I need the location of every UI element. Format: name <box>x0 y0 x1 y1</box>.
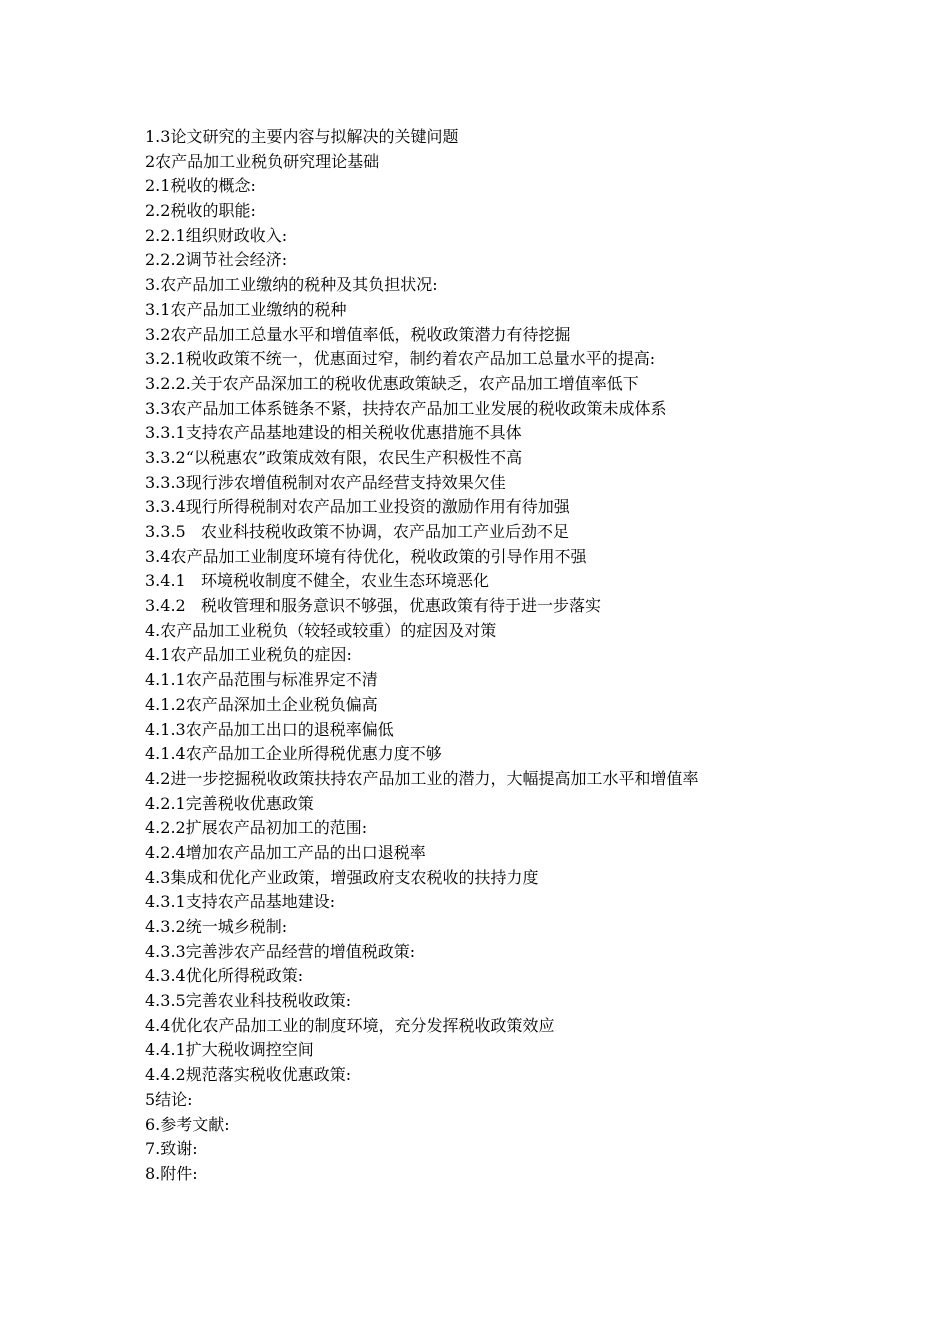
toc-line: 1.3论文研究的主要内容与拟解决的关键问题 <box>145 127 459 146</box>
toc-line: 4.4.2规范落实税收优惠政策: <box>145 1065 352 1085</box>
toc-line: 3.农产品加工业缴纳的税种及其负担状况: <box>145 275 438 295</box>
toc-line: 4.2.2扩展农产品初加工的范围: <box>145 818 368 838</box>
toc-line: 3.2农产品加工总量水平和增值率低，税收政策潜力有待挖掘 <box>145 324 571 344</box>
toc-line: 4.2进一步挖掘税收政策扶持农产品加工业的潜力，大幅提高加工水平和增值率 <box>145 768 699 788</box>
toc-line: 4.1.3农产品加工出口的退税率偏低 <box>145 719 394 739</box>
toc-line: 4.4.1扩大税收调控空间 <box>145 1040 314 1060</box>
toc-line: 3.3.4现行所得税制对农产品加工业投资的激励作用有待加强 <box>145 497 570 517</box>
toc-line: 3.2.2.关于农产品深加工的税收优惠政策缺乏，农产品加工增值率低下 <box>145 373 639 393</box>
toc-line: 2.2.2调节社会经济: <box>145 250 288 270</box>
toc-line: 2农产品加工业税负研究理论基础 <box>145 151 380 171</box>
toc-line: 4.3.3完善涉农产品经营的增值税政策: <box>145 941 416 961</box>
toc-line: 4.农产品加工业税负（较轻或较重）的症因及对策 <box>145 620 497 640</box>
toc-line: 3.3.1支持农产品基地建设的相关税收优惠措施不具体 <box>145 423 522 443</box>
toc-line: 4.1.2农产品深加土企业税负偏高 <box>145 694 378 714</box>
toc-line: 5结论: <box>145 1089 193 1109</box>
toc-line: 3.3.3现行涉农增值税制对农产品经营支持效果欠佳 <box>145 472 506 492</box>
toc-line: 3.2.1税收政策不统一，优惠面过窄，制约着农产品加工总量水平的提高: <box>145 349 656 369</box>
toc-line: 3.3农产品加工体系链条不紧，扶持农产品加工业发展的税收政策未成体系 <box>145 398 667 418</box>
toc-line: 4.3.4优化所得税政策: <box>145 966 304 986</box>
toc-line: 2.2税收的职能: <box>145 201 256 221</box>
toc-line: 6.参考文献: <box>145 1114 230 1134</box>
toc-line: 8.附件: <box>145 1163 198 1183</box>
toc-line: 2.1税收的概念: <box>145 176 256 196</box>
toc-line: 2.2.1组织财政收入: <box>145 225 288 245</box>
toc-line: 4.4优化农产品加工业的制度环境，充分发挥税收政策效应 <box>145 1015 555 1035</box>
toc-line: 4.1.1农产品范围与标准界定不清 <box>145 670 378 690</box>
toc-line: 3.4农产品加工业制度环境有待优化，税收政策的引导作用不强 <box>145 546 587 566</box>
toc-line: 3.3.2“以税惠农”政策成效有限，农民生产积极性不高 <box>145 447 523 467</box>
toc-line: 4.3集成和优化产业政策，增强政府支农税收的扶持力度 <box>145 867 539 887</box>
toc-line: 4.3.5完善农业科技税收政策: <box>145 991 352 1011</box>
table-of-contents <box>145 125 925 1187</box>
toc-line: 4.1.4农产品加工企业所得税优惠力度不够 <box>145 744 442 764</box>
toc-line: 4.3.1支持农产品基地建设: <box>145 892 336 912</box>
toc-line: 4.3.2统一城乡税制: <box>145 917 288 936</box>
toc-line: 4.1农产品加工业税负的症因: <box>145 645 352 665</box>
toc-line: 7.致谢: <box>145 1139 198 1159</box>
toc-line: 3.3.5 农业科技税收政策不协调，农产品加工产业后劲不足 <box>145 522 569 541</box>
toc-line: 3.4.1 环境税收制度不健全，农业生态环境恶化 <box>145 571 489 591</box>
toc-line: 4.2.1完善税收优惠政策 <box>145 793 314 813</box>
toc-line: 3.4.2 税收管理和服务意识不够强，优惠政策有待于进一步落实 <box>145 596 601 616</box>
toc-line: 3.1农产品加工业缴纳的税种 <box>145 299 347 319</box>
toc-line: 4.2.4增加农产品加工产品的出口退税率 <box>145 842 426 862</box>
